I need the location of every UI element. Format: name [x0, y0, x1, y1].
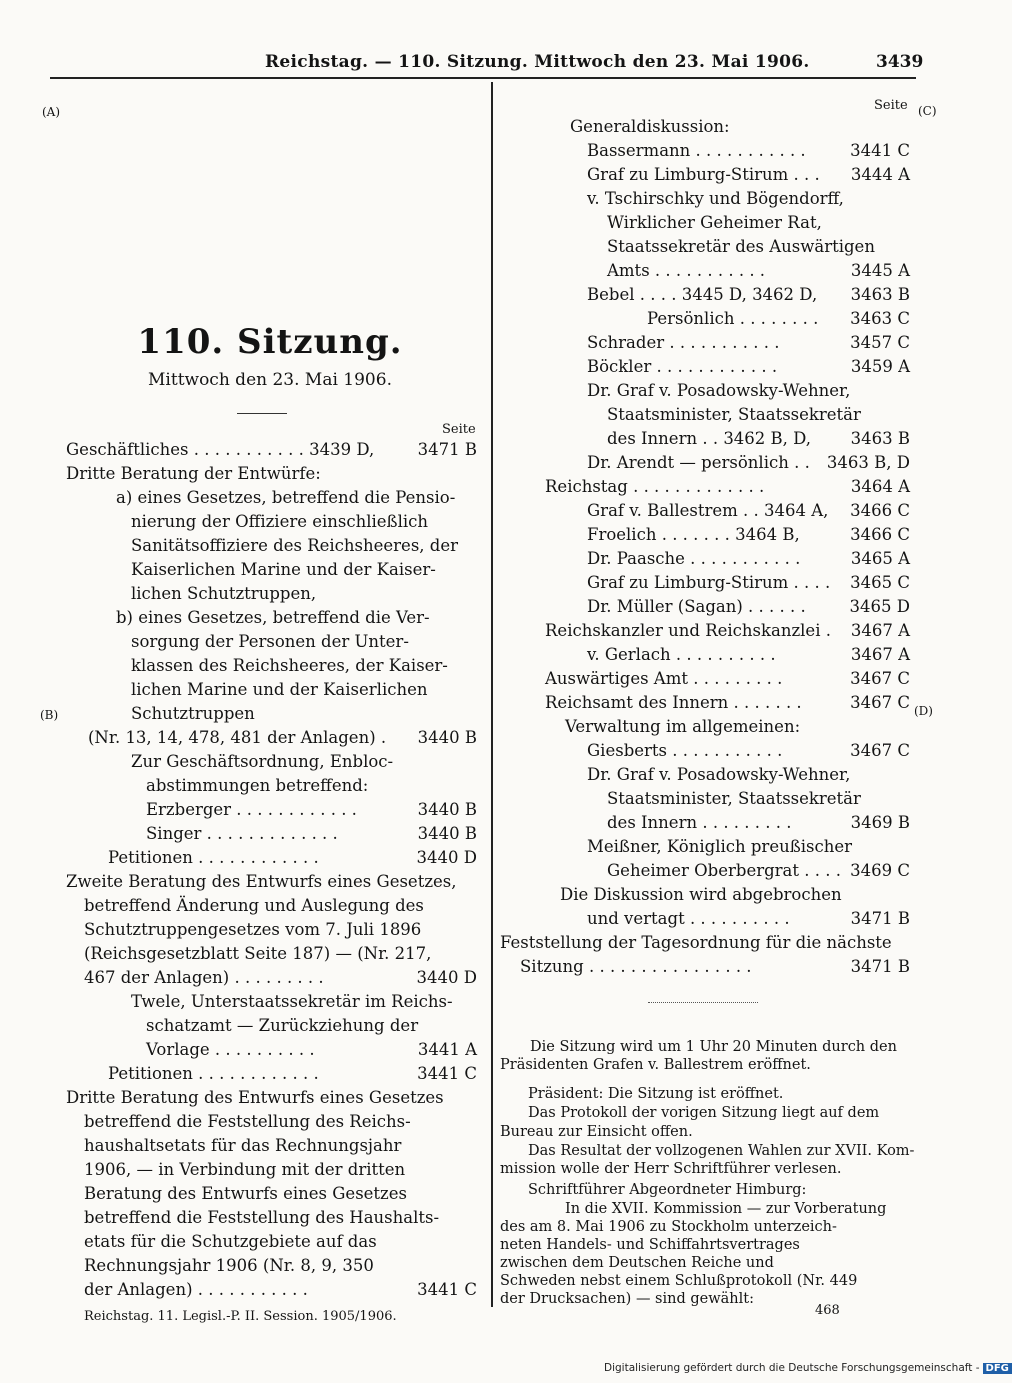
toc-entry: Bebel . . . . 3445 D, 3462 D,: [587, 285, 818, 304]
margin-mark-b: (B): [40, 708, 59, 722]
session-title: 110. Sitzung.: [137, 322, 403, 362]
toc-entry: Froelich . . . . . . . 3464 B,: [587, 525, 800, 544]
toc-entry: Meißner, Königlich preußischer: [587, 837, 852, 856]
footer-session-info: Reichstag. 11. Legisl.-P. II. Session. 1905/1906.: [84, 1309, 397, 1324]
margin-mark-c: (C): [918, 104, 937, 118]
toc-page-ref: 3465 C: [850, 573, 910, 592]
toc-entry: der Anlagen) . . . . . . . . . . .: [84, 1280, 308, 1299]
toc-page-ref: 3467 C: [850, 693, 910, 712]
toc-entry: Reichsamt des Innern . . . . . . .: [545, 693, 802, 712]
toc-entry: Sanitätsoffiziere des Reichsheeres, der: [131, 536, 458, 555]
toc-page-ref: 3440 D: [416, 848, 477, 867]
toc-entry: Generaldiskussion:: [570, 117, 730, 136]
body-line: Das Protokoll der vorigen Sitzung liegt auf dem: [528, 1105, 880, 1121]
dfg-logo-icon: DFG: [983, 1363, 1012, 1374]
section-separator: [648, 1002, 758, 1003]
toc-entry: abstimmungen betreffend:: [146, 776, 369, 795]
body-line: zwischen dem Deutschen Reiche und: [500, 1255, 774, 1271]
toc-entry: Geheimer Oberbergrat . . . .: [607, 861, 841, 880]
toc-entry: Giesberts . . . . . . . . . . .: [587, 741, 783, 760]
toc-entry: Graf zu Limburg-Stirum . . . .: [587, 573, 831, 592]
toc-entry: (Nr. 13, 14, 478, 481 der Anlagen) .: [88, 728, 387, 747]
digitization-note: [604, 1362, 1012, 1374]
toc-page-ref: 3441 C: [417, 1280, 477, 1299]
toc-page-ref: 3441 C: [850, 141, 910, 160]
toc-entry: Böckler . . . . . . . . . . . .: [587, 357, 778, 376]
page-number: 3439: [876, 52, 924, 72]
toc-page-ref: 3467 C: [850, 741, 910, 760]
toc-page-ref: 3463 B: [850, 429, 910, 448]
toc-entry: Petitionen . . . . . . . . . . . .: [108, 1064, 319, 1083]
toc-entry: klassen des Reichsheeres, der Kaiser-: [131, 656, 448, 675]
toc-entry: Staatssekretär des Auswärtigen: [607, 237, 875, 256]
toc-entry: Dr. Graf v. Posadowsky-Wehner,: [587, 765, 851, 784]
toc-entry: Staatsminister, Staatssekretär: [607, 405, 861, 424]
toc-entry: und vertagt . . . . . . . . . .: [587, 909, 790, 928]
toc-entry: schatzamt — Zurückziehung der: [146, 1016, 419, 1035]
toc-page-ref: 3444 A: [850, 165, 910, 184]
toc-page-ref: 3467 C: [850, 669, 910, 688]
body-line: mission wolle der Herr Schriftführer verlesen.: [500, 1161, 842, 1177]
toc-page-ref: 3441 A: [417, 1040, 477, 1059]
toc-entry: Schutztruppengesetzes vom 7. Juli 1896: [84, 920, 422, 939]
toc-entry: (Reichsgesetzblatt Seite 187) — (Nr. 217,: [84, 944, 432, 963]
toc-entry: Amts . . . . . . . . . . .: [607, 261, 766, 280]
toc-entry: Auswärtiges Amt . . . . . . . . .: [545, 669, 783, 688]
toc-entry: Rechnungsjahr 1906 (Nr. 8, 9, 350: [84, 1256, 374, 1275]
toc-entry: Erzberger . . . . . . . . . . . .: [146, 800, 357, 819]
toc-page-ref: 3440 B: [417, 800, 477, 819]
toc-entry: Reichstag . . . . . . . . . . . . .: [545, 477, 765, 496]
footer-sheet-number: 468: [815, 1303, 840, 1318]
column-divider: [491, 82, 493, 1307]
header-rule: [50, 77, 916, 79]
toc-entry: Geschäftliches . . . . . . . . . . . 3439 D,: [66, 440, 375, 459]
toc-entry: Sitzung . . . . . . . . . . . . . . . .: [520, 957, 752, 976]
title-rule: [237, 413, 287, 414]
body-line: neten Handels- und Schiffahrtsvertrages: [500, 1237, 800, 1253]
toc-entry: Vorlage . . . . . . . . . .: [146, 1040, 315, 1059]
toc-page-ref: 3466 C: [850, 501, 910, 520]
toc-entry: betreffend die Feststellung des Reichs-: [84, 1112, 411, 1131]
toc-page-ref: 3463 C: [850, 309, 910, 328]
toc-entry: haushaltsetats für das Rechnungsjahr: [84, 1136, 402, 1155]
seite-label-right: Seite: [874, 98, 908, 113]
body-line: In die XVII. Kommission — zur Vorberatung: [565, 1201, 887, 1217]
toc-entry: etats für die Schutzgebiete auf das: [84, 1232, 377, 1251]
toc-entry: des Innern . . 3462 B, D,: [607, 429, 812, 448]
toc-entry: Beratung des Entwurfs eines Gesetzes: [84, 1184, 407, 1203]
toc-entry: Verwaltung im allgemeinen:: [565, 717, 801, 736]
body-line: des am 8. Mai 1906 zu Stockholm unterzeich-: [500, 1219, 837, 1235]
toc-entry: Singer . . . . . . . . . . . . .: [146, 824, 338, 843]
toc-entry: 467 der Anlagen) . . . . . . . . .: [84, 968, 324, 987]
toc-entry: Staatsminister, Staatssekretär: [607, 789, 861, 808]
seite-label-left: Seite: [442, 422, 476, 437]
body-line: Schriftführer Abgeordneter Himburg:: [528, 1182, 807, 1198]
toc-entry: Persönlich . . . . . . . .: [647, 309, 819, 328]
toc-entry: Bassermann . . . . . . . . . . .: [587, 141, 806, 160]
toc-entry: lichen Marine und der Kaiserlichen: [131, 680, 428, 699]
toc-entry: Schutztruppen: [131, 704, 255, 723]
toc-entry: Schrader . . . . . . . . . . .: [587, 333, 780, 352]
toc-page-ref: 3440 D: [416, 968, 477, 987]
toc-page-ref: 3463 B, D: [826, 453, 910, 472]
body-line: der Drucksachen) — sind gewählt:: [500, 1291, 754, 1307]
digitization-text: Digitalisierung gefördert durch die Deutsche Forschungsgemeinschaft -: [604, 1362, 980, 1374]
body-line: Schweden nebst einem Schlußprotokoll (Nr. 449: [500, 1273, 858, 1289]
margin-mark-d: (D): [914, 704, 933, 718]
body-line: Bureau zur Einsicht offen.: [500, 1124, 693, 1140]
body-line: Das Resultat der vollzogenen Wahlen zur XVII. Kom-: [528, 1143, 915, 1159]
toc-entry: sorgung der Personen der Unter-: [131, 632, 409, 651]
body-line: Präsidenten Grafen v. Ballestrem eröffnet.: [500, 1057, 811, 1073]
body-line: Präsident: Die Sitzung ist eröffnet.: [528, 1086, 784, 1102]
toc-page-ref: 3441 C: [417, 1064, 477, 1083]
toc-entry: lichen Schutztruppen,: [131, 584, 317, 603]
toc-entry: Dr. Müller (Sagan) . . . . . .: [587, 597, 806, 616]
toc-page-ref: 3459 A: [850, 357, 910, 376]
toc-entry: nierung der Offiziere einschließlich: [131, 512, 428, 531]
toc-entry: Kaiserlichen Marine und der Kaiser-: [131, 560, 436, 579]
toc-page-ref: 3465 A: [850, 549, 910, 568]
toc-entry: Dritte Beratung der Entwürfe:: [66, 464, 321, 483]
toc-entry: Graf zu Limburg-Stirum . . .: [587, 165, 820, 184]
toc-page-ref: 3465 D: [849, 597, 910, 616]
toc-entry: Dr. Graf v. Posadowsky-Wehner,: [587, 381, 851, 400]
toc-page-ref: 3467 A: [850, 621, 910, 640]
toc-entry: Twele, Unterstaatssekretär im Reichs-: [131, 992, 453, 1011]
toc-page-ref: 3471 B: [850, 909, 910, 928]
toc-entry: des Innern . . . . . . . . .: [607, 813, 792, 832]
toc-page-ref: 3463 B: [850, 285, 910, 304]
toc-entry: 1906, — in Verbindung mit der dritten: [84, 1160, 406, 1179]
toc-entry: Feststellung der Tagesordnung für die nächste: [500, 933, 892, 952]
running-header: Reichstag. — 110. Sitzung. Mittwoch den 23. Mai 1906.: [265, 52, 810, 72]
toc-page-ref: 3466 C: [850, 525, 910, 544]
toc-entry: Dritte Beratung des Entwurfs eines Gesetzes: [66, 1088, 444, 1107]
toc-entry: betreffend Änderung und Auslegung des: [84, 896, 424, 915]
toc-entry: Petitionen . . . . . . . . . . . .: [108, 848, 319, 867]
toc-page-ref: 3457 C: [850, 333, 910, 352]
toc-entry: Graf v. Ballestrem . . 3464 A,: [587, 501, 829, 520]
session-date: Mittwoch den 23. Mai 1906.: [148, 370, 392, 390]
body-line: Die Sitzung wird um 1 Uhr 20 Minuten durch den: [530, 1039, 897, 1055]
toc-entry: Wirklicher Geheimer Rat,: [607, 213, 822, 232]
toc-entry: v. Gerlach . . . . . . . . . .: [587, 645, 776, 664]
toc-entry: Zur Geschäftsordnung, Enbloc-: [131, 752, 394, 771]
margin-mark-a: (A): [42, 105, 61, 119]
toc-page-ref: 3440 B: [417, 728, 477, 747]
toc-page-ref: 3471 B: [417, 440, 477, 459]
toc-entry: b) eines Gesetzes, betreffend die Ver-: [116, 608, 430, 627]
toc-page-ref: 3464 A: [850, 477, 910, 496]
toc-page-ref: 3469 B: [850, 813, 910, 832]
toc-entry: Dr. Arendt — persönlich . .: [587, 453, 810, 472]
toc-page-ref: 3445 A: [850, 261, 910, 280]
toc-page-ref: 3471 B: [850, 957, 910, 976]
toc-page-ref: 3440 B: [417, 824, 477, 843]
toc-entry: Dr. Paasche . . . . . . . . . . .: [587, 549, 801, 568]
toc-page-ref: 3469 C: [850, 861, 910, 880]
toc-entry: Zweite Beratung des Entwurfs eines Gesetzes,: [66, 872, 457, 891]
toc-entry: Reichskanzler und Reichskanzlei .: [545, 621, 831, 640]
toc-page-ref: 3467 A: [850, 645, 910, 664]
toc-entry: betreffend die Feststellung des Haushalts-: [84, 1208, 440, 1227]
toc-entry: Die Diskussion wird abgebrochen: [560, 885, 842, 904]
toc-entry: a) eines Gesetzes, betreffend die Pensio-: [116, 488, 456, 507]
toc-entry: v. Tschirschky und Bögendorff,: [587, 189, 844, 208]
